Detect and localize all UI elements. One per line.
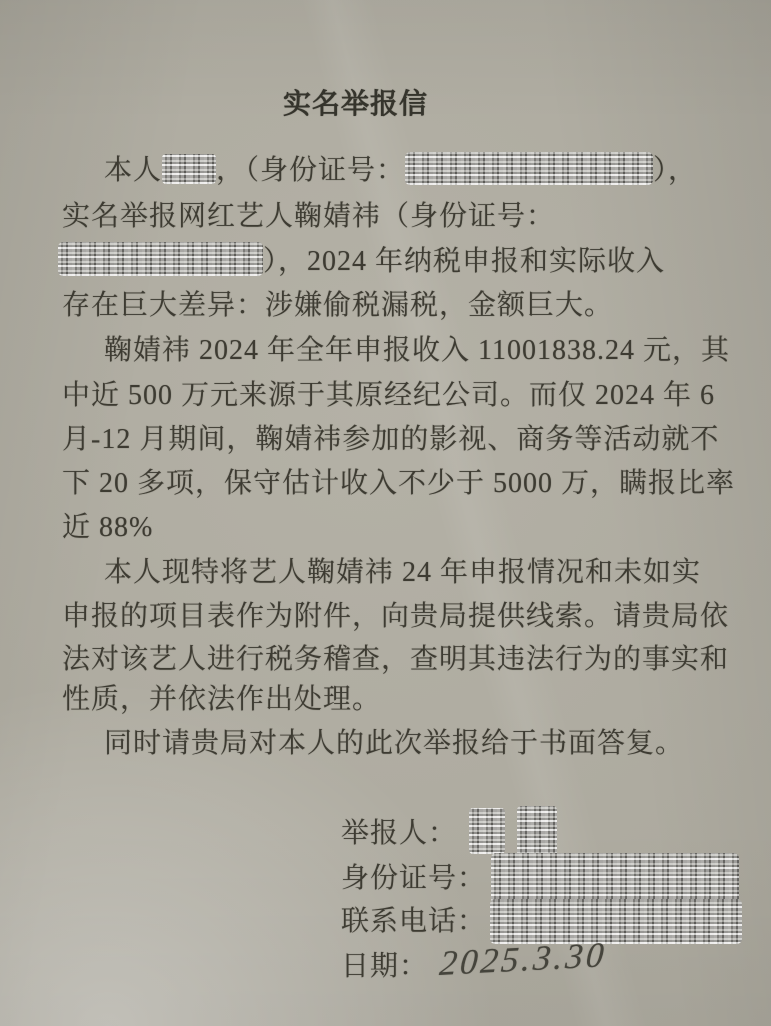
body-line-10: 本人现特将艺人鞠婧祎 24 年申报情况和未如实: [104, 557, 702, 588]
id-label: 身份证号：: [341, 863, 487, 894]
body-line-14: 同时请贵局对本人的此次举报给于书面答复。: [104, 728, 685, 759]
body-line-6: 中近 500 万元来源于其原经纪公司。而仅 2024 年 6: [62, 380, 716, 411]
phone-label: 联系电话：: [341, 906, 487, 937]
body-line-2: 实名举报网红艺人鞠婧祎（身份证号：: [62, 201, 556, 232]
body-line-3: [62, 239, 702, 279]
letter-title: 实名举报信: [283, 89, 429, 120]
body-line-7: 月-12 月期间，鞠婧祎参加的影视、商务等活动就不: [62, 424, 720, 455]
redacted-signature-phone: [490, 899, 742, 944]
date-label: 日期：: [341, 951, 429, 982]
line3-text-end: ），2024 年纳税申报和实际收入: [263, 246, 666, 277]
redacted-signature-id: [491, 853, 739, 905]
body-line-13: 性质，并依法作出处理。: [62, 684, 382, 715]
body-line-12: 法对该艺人进行税务稽查，查明其违法行为的事实和: [62, 644, 730, 675]
redacted-reporter-name-inline: [162, 154, 216, 184]
signature-reporter-line: [341, 806, 761, 858]
line1-text-end: ），: [653, 155, 698, 186]
handwritten-date: 2025.3.30: [438, 935, 609, 983]
line1-text-mid: ，（身份证号：: [216, 155, 406, 186]
body-line-9: 近 88%: [62, 512, 154, 543]
redacted-artist-id: [58, 242, 263, 276]
signature-date-line: [341, 935, 761, 984]
redacted-reporter-id-inline: [405, 152, 653, 185]
line1-text-pre: 本人: [104, 155, 163, 186]
body-line-11: 申报的项目表作为附件，向贵局提供线索。请贵局依: [62, 601, 730, 632]
body-line-8: 下 20 多项，保守估计收入不少于 5000 万，瞒报比率: [62, 468, 736, 499]
body-line-5: 鞠婧祎 2024 年全年申报收入 11001838.24 元，其: [104, 335, 730, 366]
reporter-label: 举报人：: [341, 818, 458, 849]
body-line-1: [62, 148, 744, 188]
body-line-4: 存在巨大差异：涉嫌偷税漏税，金额巨大。: [62, 290, 614, 321]
redacted-signature-name-2: [517, 806, 557, 858]
signature-id-line: [341, 853, 761, 905]
redacted-signature-name-1: [469, 808, 505, 854]
